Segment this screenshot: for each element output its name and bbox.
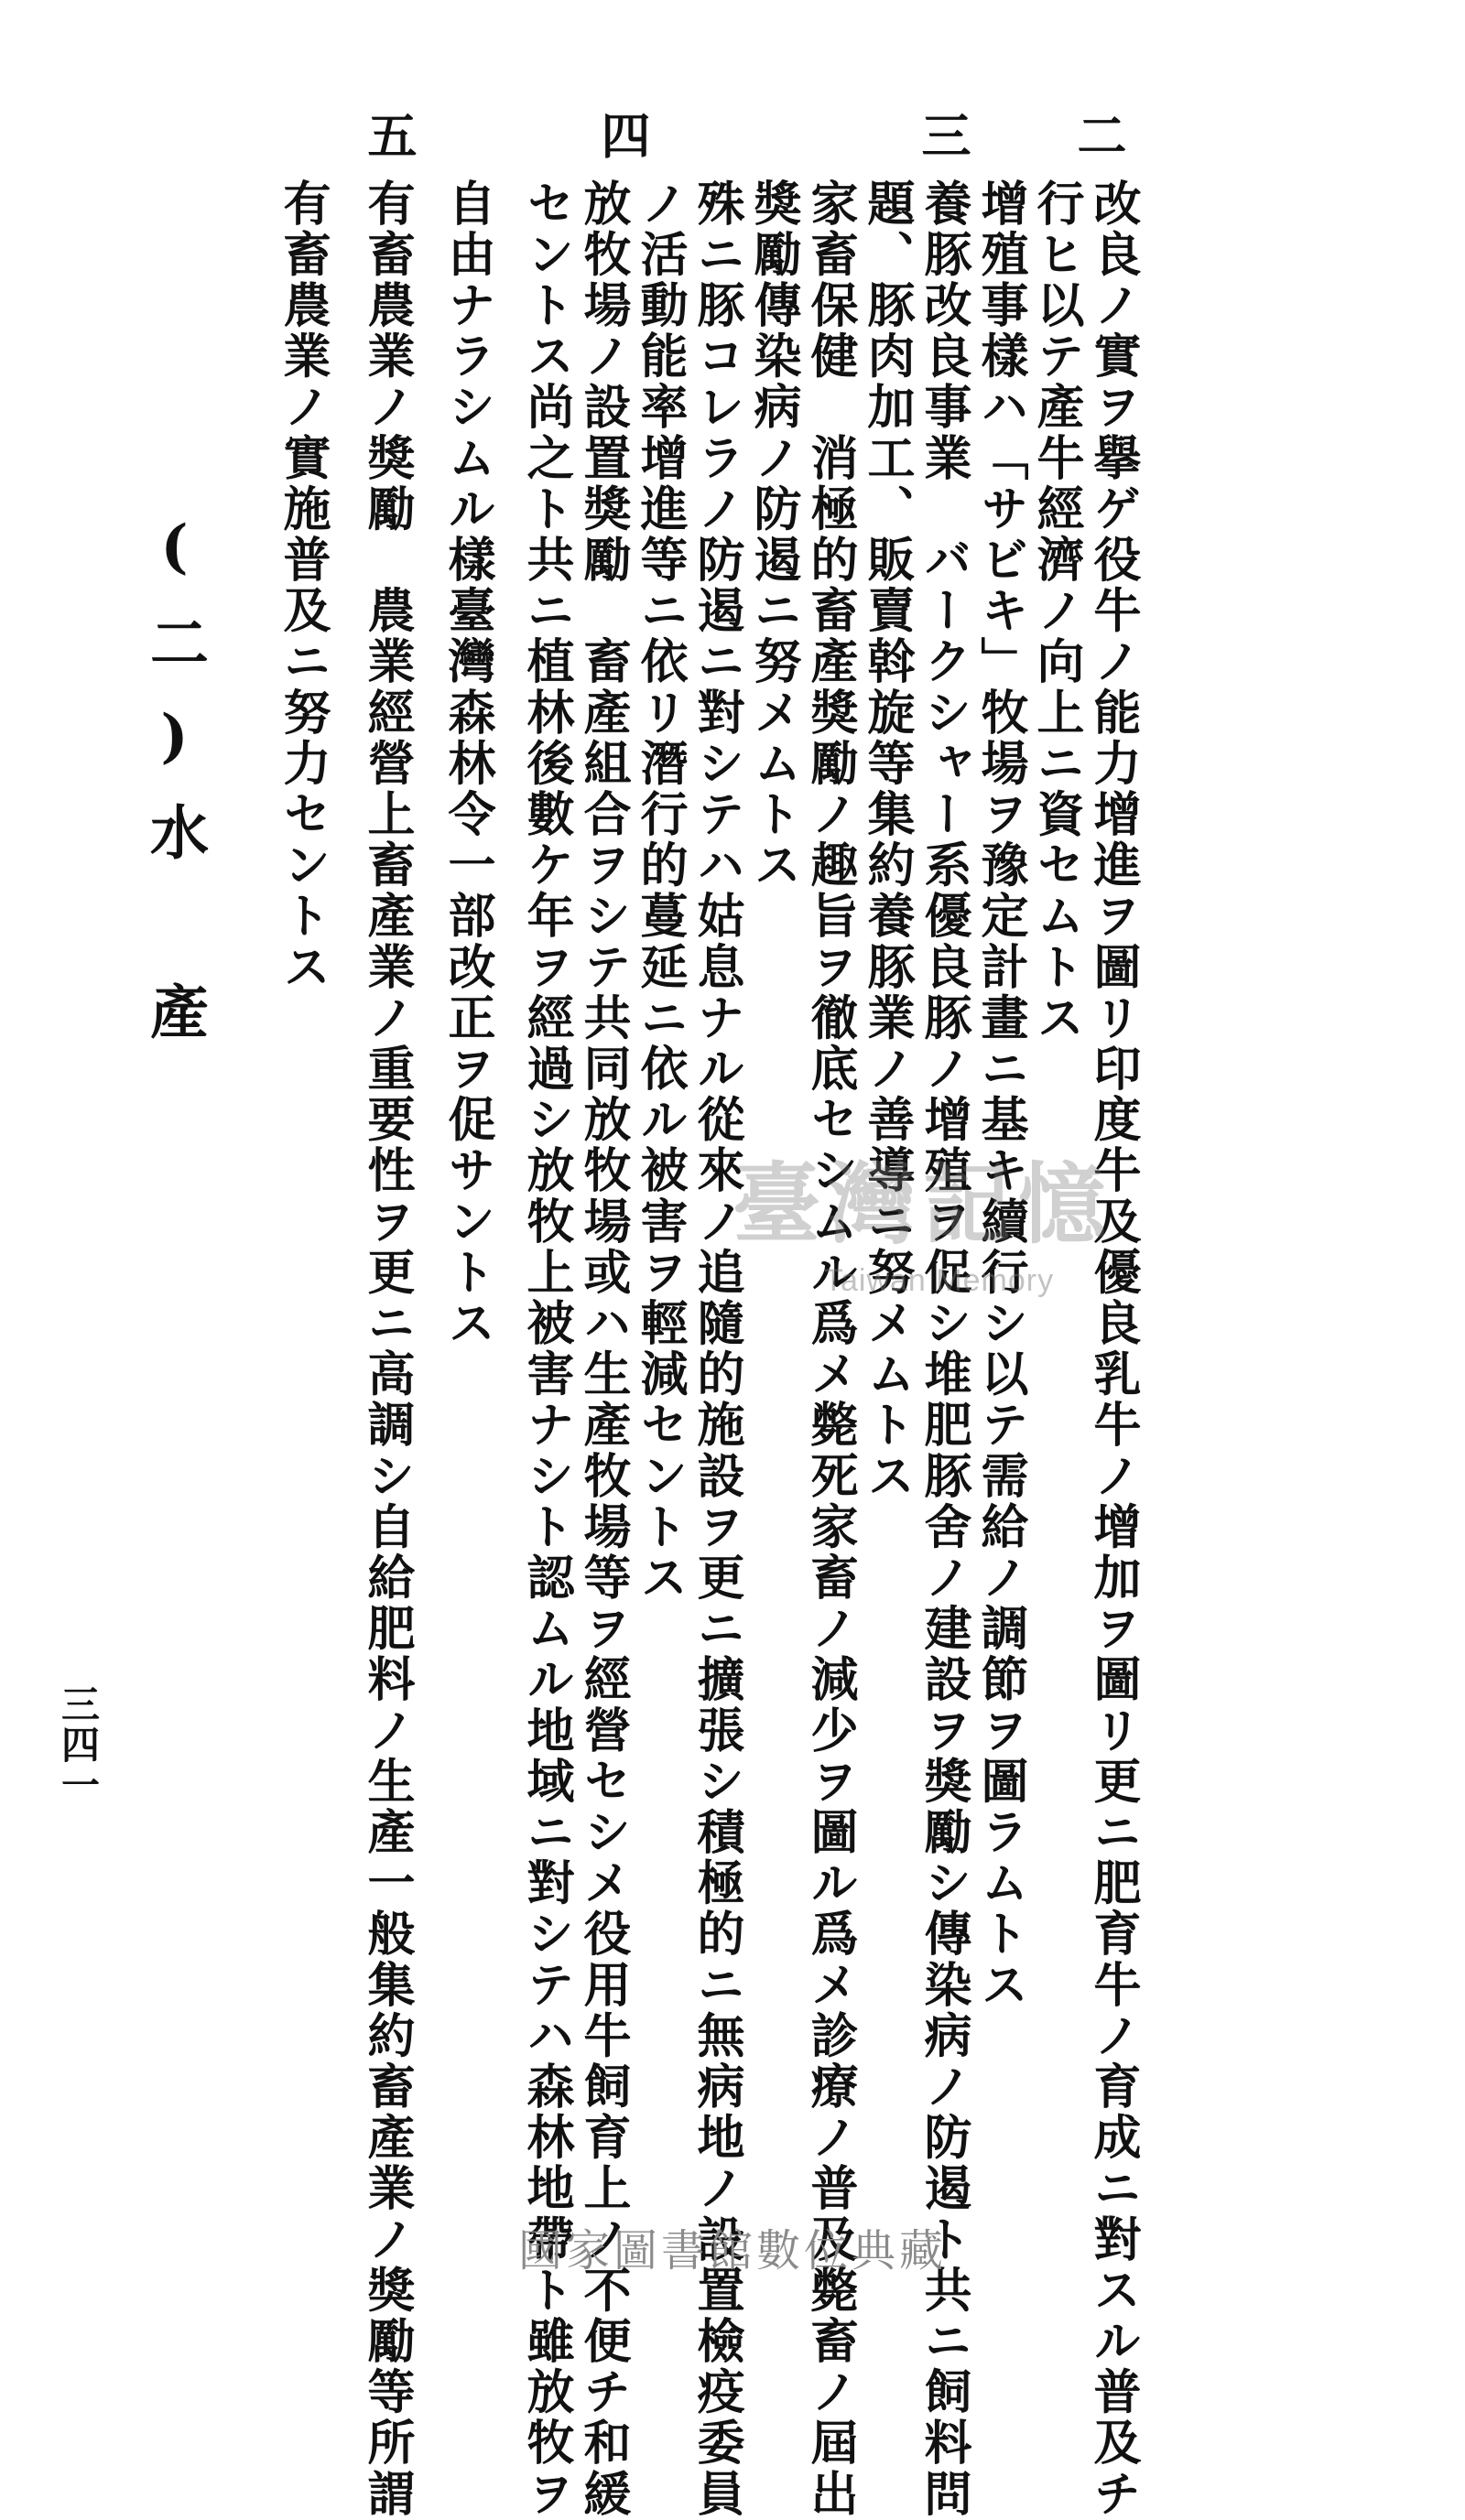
text-column-9: ノ活動能率增進等ニ依リ潛行的蔓延ニ依ル被害ヲ輕減セントス <box>632 178 688 1604</box>
item-marker-2: 二 <box>1069 110 1128 159</box>
text-column-13: 有畜農業ノ獎勵 農業經營上畜產業ノ重要性ヲ更ニ高調シ自給肥料ノ生產一般集約畜產業ノ獎勵等所謂 <box>359 178 415 2520</box>
watermark-logo: 臺灣記憶 <box>732 1152 1113 1256</box>
text-column-7: 獎勵傳染病ノ防遏ニ努メムトス <box>745 178 801 892</box>
section-heading: (二)水 產 <box>140 513 209 1071</box>
text-column-14: 有畜農業ノ實施普及ニ努力セントス <box>275 178 331 993</box>
text-column-3b: 增殖事樣ハ「サビキ」牧場ヲ豫定計畫ニ基キ續行シ以テ需給ノ調節ヲ圖ラムトス <box>972 178 1028 2011</box>
text-column-1: 改良ノ實ヲ擧ゲ役牛ノ能力增進ヲ圖リ印度牛及優良乳牛ノ增加ヲ圖リ更ニ肥育牛ノ育成ニ對スル普及チ <box>1085 178 1141 2520</box>
item-marker-4: 四 <box>593 110 652 159</box>
text-column-10: 放牧場ノ設置獎勵 畜產組合ヲシテ共同放牧場或ハ生產牧場等ヲ經營セシメ役用牛飼育上ノ不便チ和緩 <box>575 178 631 2520</box>
page-number: 三四一 <box>56 1684 101 1805</box>
text-column-6: 家畜保健 消極的畜產獎勵ノ趣旨ヲ徹底セシムル爲メ斃死家畜ノ減少ヲ圖ル爲メ診療ノ普及斃畜ノ屆出 <box>802 178 858 2520</box>
footer-credit: 國家圖書館數位典藏 <box>517 2225 947 2277</box>
text-column-2: 行ヒ以テ產牛經濟ノ向上ニ資セムトス <box>1028 178 1084 1044</box>
text-column-5: 題、豚肉加工、販賣斡旋等集約養豚業ノ善導ニ努メムトス <box>859 178 915 1502</box>
text-column-8: 殊ニ豚コレラノ防遏ニ對シテハ姑息ナル從來ノ追隨的施設ヲ更ニ擴張シ積極的ニ無病地ノ設置檢疫委員 <box>689 178 744 2520</box>
text-column-12: 自由ナラシムル樣臺灣森林令一部改正ヲ促サントス <box>440 178 495 1349</box>
text-column-11: セントス尚之ト共ニ植林後數ケ年ヲ經過シ放牧上被害ナシト認ムル地域ニ對シテハ森林地帶ト雖放牧ヲ <box>518 178 574 2520</box>
watermark-subtitle: Taiwan Memory <box>824 1263 1055 1298</box>
item-marker-3: 三 <box>914 110 972 159</box>
item-marker-5: 五 <box>360 110 418 159</box>
text-column-4b: 養豚改良事業 バークシャー系優良豚ノ增殖ヲ促シ堆肥豚舍ノ建設ヲ獎勵シ傳染病ノ防遏ト共ニ飼料問 <box>916 178 971 2520</box>
